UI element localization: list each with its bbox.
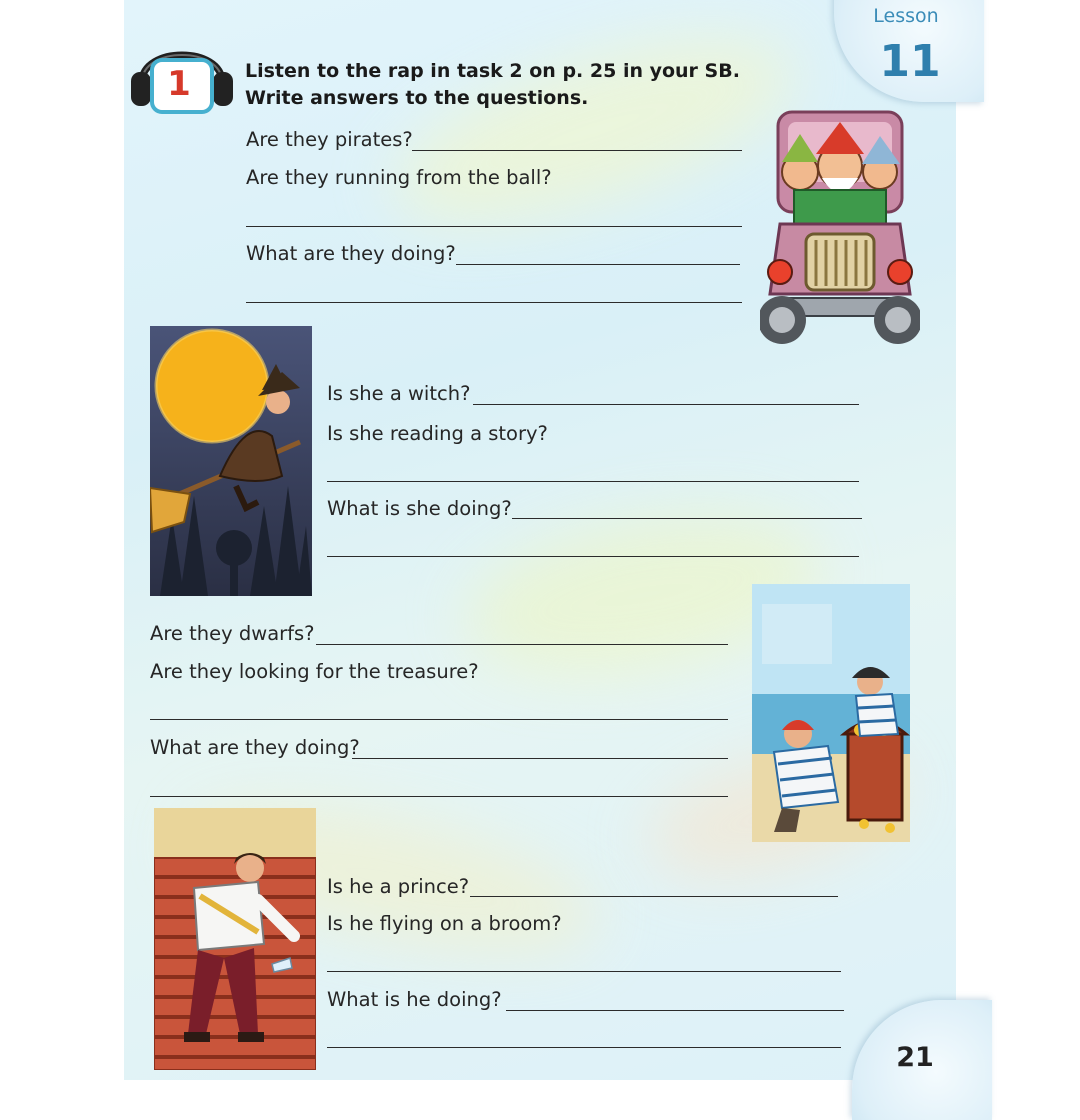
prince-on-stairs-illustration [154,808,316,1070]
answer-line[interactable] [150,719,728,720]
answer-line[interactable] [150,796,728,797]
answer-line[interactable] [327,481,859,482]
witch-on-broom-illustration [150,326,312,596]
page-number: 21 [896,1042,934,1073]
answer-line[interactable] [327,556,859,557]
answer-line[interactable] [512,518,862,519]
question-text: What is he doing? [327,988,502,1011]
lesson-number: 11 [879,36,941,87]
task-instruction: Write answers to the questions. [245,87,589,109]
lesson-label: Lesson [873,5,939,27]
answer-line[interactable] [246,302,742,303]
question-text: Are they looking for the treasure? [150,660,479,683]
answer-line[interactable] [456,264,740,265]
question-text: What are they doing? [246,242,456,265]
question-text: Are they pirates? [246,128,413,151]
task-instruction: Listen to the rap in task 2 on p. 25 in your SB. [245,60,740,82]
answer-line[interactable] [412,150,742,151]
answer-line[interactable] [470,896,838,897]
question-text: Are they running from the ball? [246,166,552,189]
dwarfs-in-car-illustration [760,104,920,356]
answer-line[interactable] [327,971,841,972]
question-text: Is she reading a story? [327,422,548,445]
question-text: Is he a prince? [327,875,470,898]
task-number: 1 [167,64,191,104]
answer-line[interactable] [352,758,728,759]
answer-line[interactable] [473,404,859,405]
answer-line[interactable] [327,1047,841,1048]
pirates-with-treasure-illustration [752,584,910,842]
background-swoosh [373,0,816,261]
question-text: What is she doing? [327,497,512,520]
question-text: Are they dwarfs? [150,622,315,645]
question-text: What are they doing? [150,736,360,759]
question-text: Is she a witch? [327,382,471,405]
answer-line[interactable] [506,1010,844,1011]
answer-line[interactable] [316,644,728,645]
question-text: Is he flying on a broom? [327,912,562,935]
answer-line[interactable] [246,226,742,227]
